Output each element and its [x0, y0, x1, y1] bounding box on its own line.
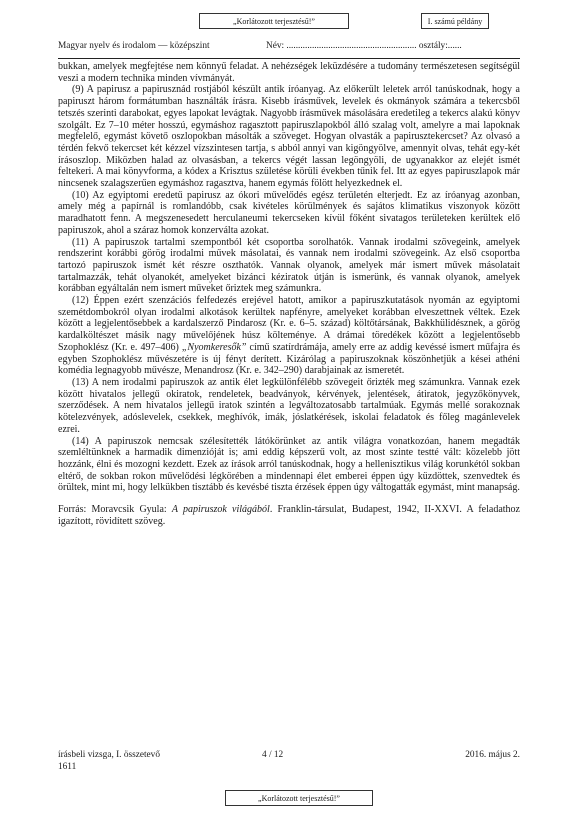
source-prefix: Forrás: Moravcsik Gyula: — [58, 504, 172, 516]
footer-exam-info — [58, 749, 160, 773]
copy-label-text: I. számú példány — [427, 16, 483, 26]
paragraph-10: (10) Az egyiptomi eredetű papirusz az ókori művelődés egész területén elterjedt. Ez az íróanyag azonban, amely még a papírnál is romlandóbb, csak kivételes körülmények és sajátos klimatikus viszonyok között maradhatott fenn. A megszenesedett herculaneumi tekercseken kívül főként sivatagos területeken kerültek elő papiruszok, ahol a száraz homok konzerválta azokat. — [58, 189, 520, 236]
source-suffix: . Franklin-társulat, Budapest, 1942, II-XXVI. A feladathoz igazított, rövidített szöveg. — [58, 504, 520, 527]
page-number: 4 / 12 — [262, 750, 284, 760]
play-title: „Nyomkeresők” — [181, 341, 247, 353]
exam-code: 1611 — [58, 762, 77, 772]
stamp-text: „Korlátozott terjesztésű!” — [233, 16, 315, 26]
stamp-text: „Korlátozott terjesztésű!” — [258, 793, 340, 803]
paragraph-11: (11) A papiruszok tartalmi szempontból két csoportba sorolhatók. Vannak irodalmi szövegeink, amelyek rendszerint korábbi görög irodalmi művek másolatai, és vannak nem irodalmi szövegeink. Az első csoportba tartozó papiruszok ismét két részre oszthatók. Vannak olyanok, amelyek már ismert művek másolatait tartalmazzák, tehát olyanokét, amelyeket bizánci kéziratok útján is ismerünk, és vannak olyanok, amelyek korábban egyáltalán nem ismert műveket őriztek meg számunkra. — [58, 236, 520, 295]
restricted-distribution-stamp-top — [199, 13, 349, 29]
source-book-title: A papiruszok világából — [171, 504, 270, 516]
exam-component: írásbeli vizsga, I. összetevő — [58, 750, 160, 760]
subject-title: Magyar nyelv és irodalom — középszint — [58, 41, 210, 51]
page-footer — [58, 749, 520, 777]
paragraph-continuation: bukkan, amelyek megfejtése nem könnyű feladat. A nehézségek leküzdésére a tudomány természetesen segítségül veszi a modern technika minden vívmányát. — [58, 61, 520, 84]
name-class-field: Név: ........................................................ osztály:...... — [266, 41, 462, 51]
document-body — [58, 61, 520, 527]
restricted-distribution-stamp-bottom — [225, 790, 373, 806]
page-header — [58, 41, 518, 55]
paragraph-14: (14) A papiruszok nemcsak szélesítették látókörünket az antik világra vonatkozóan, hanem megadták szemléltünknek a harmadik dimenzióját is; ami eddig képszerű volt, az most szinte testté vált: közelebb jött hozzánk, élni és mozogni kezdett. Ezek az írások arról tanúskodnak, hogy a hellenisztikus világ korunkétól sokban eltérő, de sokban rokon művelődési légkörében a mindennapi élet emberei éppen úgy küzdöttek, szenvedtek és örültek, mint mi, hogy lelkükben tisztább és kevésbé tiszta érzések éppen úgy váltogatták egymást, mint manapság. — [58, 435, 520, 494]
paragraph-9: (9) A papirusz a papirusznád rostjából készült antik íróanyag. Az előkerült leletek arról tanúskodnak, hogy a papiruszt három formátumban használták írásra. Kisebb írásművek, levelek és okmányok számára a tekercsből tetszés szerinti darabokat, egyes lapokat levágtak. Nagyobb írásművek másolására eredetileg a tekercs alakú könyv szolgált. Ez 7–10 méter hosszú, egymáshoz ragasztott papiruszlapokból álló szalag volt, amelyre a mai lapoknak megfelelő, egymást követő oszlopokban másolták a szöveget. Hogyan olvasták a papirusztekercset? Az olvasó a térdén fekvő tekercset két kézzel vízszintesen tartja, s abból annyi van kigöngyölve, amennyit olvas, tehát egy-két írásoszlop. Miközben halad az olvasásban, a tekercs végét lassan legöngyöli, de ugyanakkor az elejét ismét feltekeri. A mai könyvforma, a kódex a Krisztus születése körüli években tűnik fel. Itt az egyes papiruszlapok már nincsenek szalagszerűen egymáshoz ragasztva, hanem egymás fölött helyezkednek el. — [58, 84, 520, 190]
exam-date: 2016. május 2. — [465, 750, 520, 760]
paragraph-12: (12) Éppen ezért szenzációs felfedezés erejével hatott, amikor a papiruszkutatások nyomán az egyiptomi szemétdombokról olyan irodalmi alkotások kerültek napfényre, amelyeket korábban elveszettnek véltek. Ezek között a legjelentősebbek a kardalszerző Pindarosz (Kr. e. 6–5. század) költőtársának, Bakkhülidésznek, a görög kardalköltészet másik nagy művelőjének húsz költeménye. A drámai töredékek között a legjelentősebb Szophoklész (Kr. e. 497–406) „Nyomkeresők” című szatírdrámája, amely erre az addig kevéssé ismert műfajra és egyben Szophoklész művészetére is új fényt derített. Kizárólag a papiruszoknak köszönhetjük a kései athéni komédia legnagyobb művésze, Menandrosz (Kr. e. 342–290) darabjainak az ismeretét. — [58, 295, 520, 377]
source-citation — [58, 504, 520, 527]
copy-number-label — [421, 13, 489, 29]
header-divider — [58, 58, 520, 59]
paragraph-13: (13) A nem irodalmi papiruszok az antik élet legkülönfélébb szövegeit őrizték meg számunkra. Vannak ezek között hivatalos jellegű okiratok, rendeletek, beadványok, kérvények, jelentések, átiratok, jegyzőkönyvek, szerződések. A nem hivatalos jellegű iratok szintén a legváltozatosabb tartalmúak. Egymás mellé sorakoznak kötelezvények, adóslevelek, csekkek, meghívók, imák, jóslatkérések, iskolai feladatok és főleg magánlevelek ezrei. — [58, 376, 520, 435]
